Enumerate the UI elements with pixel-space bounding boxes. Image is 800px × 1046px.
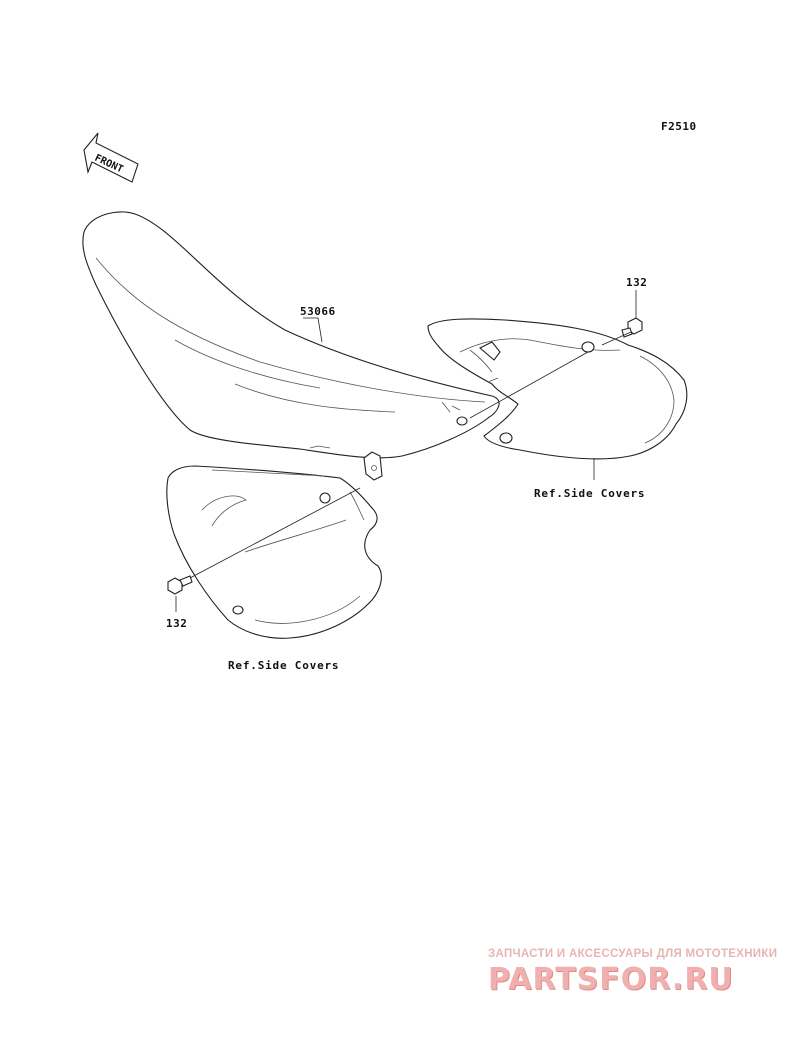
bolt-right-icon (622, 318, 642, 337)
seat-callout: 53066 (300, 305, 336, 318)
front-arrow-icon (84, 133, 138, 182)
ref-side-covers-right: Ref.Side Covers (534, 487, 646, 500)
watermark-site[interactable]: PARTSFOR.RU (488, 962, 734, 997)
seat-part (83, 212, 499, 480)
right-side-cover-part (428, 319, 687, 459)
watermark-tagline: ЗАПЧАСТИ И АКСЕССУАРЫ ДЛЯ МОТОТЕХНИКИ (488, 948, 778, 960)
figure-code: F2510 (661, 120, 697, 133)
bolt-left-callout: 132 (166, 617, 188, 630)
front-label: FRONT (92, 152, 125, 176)
left-side-cover-part (167, 466, 382, 638)
bolt-left-icon (168, 576, 192, 594)
bolt-right-callout: 132 (626, 276, 648, 289)
ref-side-covers-left: Ref.Side Covers (228, 659, 340, 672)
